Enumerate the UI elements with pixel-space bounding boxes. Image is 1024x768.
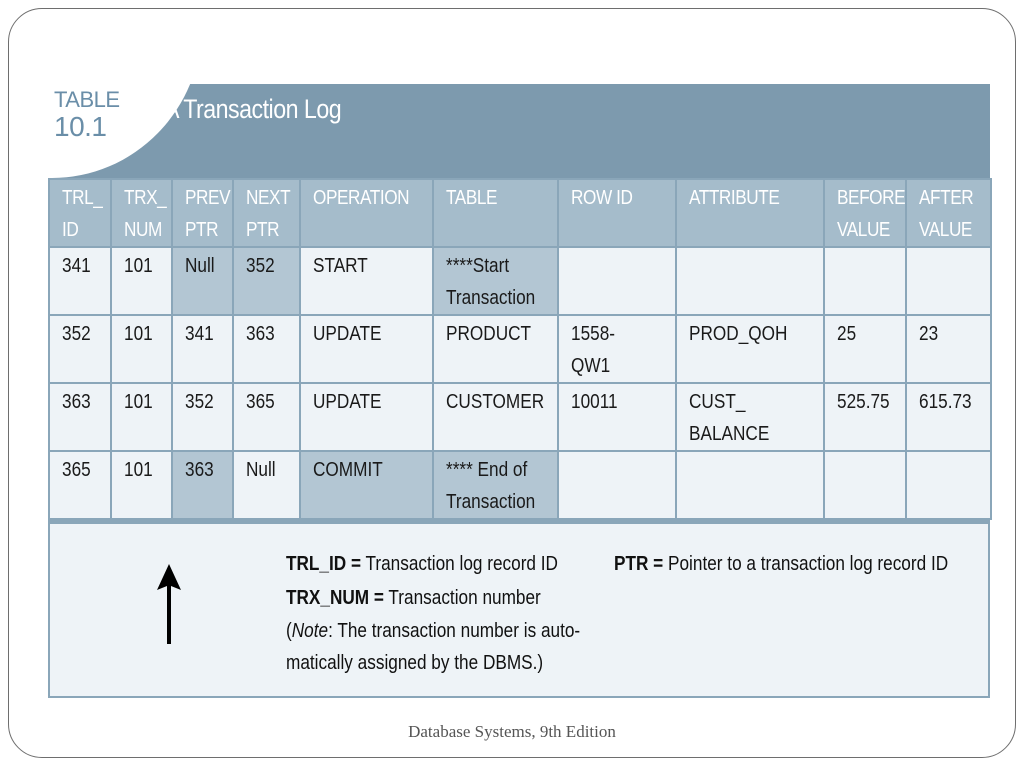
note-trx-key: TRX_NUM = — [286, 587, 384, 609]
table-body — [49, 247, 991, 519]
note-trl-id — [286, 548, 558, 580]
column-header-label: TRX_ NUM — [124, 187, 167, 241]
table-cell-value: Null — [246, 459, 276, 481]
table-row — [49, 247, 991, 315]
column-header — [111, 179, 172, 247]
table-cell-value: 23 — [919, 323, 939, 345]
table-cell — [49, 247, 111, 315]
table-cell-value: 365 — [246, 391, 275, 413]
table-cell — [300, 247, 433, 315]
table-cell-value: START — [313, 255, 368, 277]
column-header-label: ROW ID — [571, 187, 633, 209]
table-cell — [558, 315, 676, 383]
table-cell — [233, 247, 300, 315]
table-cell-value: ****Start Transaction — [446, 255, 536, 309]
table-cell — [676, 247, 824, 315]
table-row — [49, 315, 991, 383]
table-cell — [300, 451, 433, 519]
transaction-log-figure — [48, 84, 990, 698]
table-cell — [300, 315, 433, 383]
table-cell-value: UPDATE — [313, 391, 382, 413]
table-cell — [433, 247, 558, 315]
table-cell — [906, 315, 991, 383]
table-cell — [433, 315, 558, 383]
table-cell-value: 341 — [62, 255, 91, 277]
table-cell-value: 25 — [837, 323, 857, 345]
table-cell — [172, 451, 233, 519]
table-cell — [233, 451, 300, 519]
table-cell — [558, 247, 676, 315]
table-cell — [906, 383, 991, 451]
table-cell — [558, 383, 676, 451]
table-cell — [824, 247, 906, 315]
note-text-2: matically assigned by the DBMS.) — [286, 652, 544, 674]
table-cell — [906, 451, 991, 519]
table-cell — [233, 383, 300, 451]
column-header — [676, 179, 824, 247]
footer-caption: Database Systems, 9th Edition — [408, 722, 616, 741]
table-cell — [111, 383, 172, 451]
table-number: 10.1 — [54, 111, 107, 142]
table-cell-value: Null — [185, 255, 215, 277]
table-cell — [824, 383, 906, 451]
column-header — [300, 179, 433, 247]
table-cell-value: 1558-QW1 — [571, 323, 615, 377]
column-header — [233, 179, 300, 247]
figure-header — [48, 84, 990, 178]
table-cell — [433, 451, 558, 519]
table-cell-value: 101 — [124, 391, 153, 413]
table-cell-value: PROD_QOH — [689, 323, 788, 345]
note-trx-num — [286, 582, 541, 614]
legend-notes — [48, 520, 990, 698]
table-cell — [906, 247, 991, 315]
table-cell — [676, 451, 824, 519]
table-cell-value: PRODUCT — [446, 323, 532, 345]
column-header-label: ATTRIBUTE — [689, 187, 780, 209]
note-ptr — [614, 548, 948, 580]
transaction-log-table — [48, 178, 992, 520]
table-cell-value: CUSTOMER — [446, 391, 545, 413]
table-label-text: TABLE — [54, 87, 120, 112]
table-cell-value: 363 — [185, 459, 214, 481]
table-cell-value: 352 — [246, 255, 275, 277]
table-cell-value: 365 — [62, 459, 91, 481]
column-header — [824, 179, 906, 247]
table-cell-value: **** End of Transaction — [446, 459, 536, 513]
table-cell — [824, 451, 906, 519]
table-cell-value: COMMIT — [313, 459, 383, 481]
note-auto-assigned — [286, 615, 580, 647]
table-cell — [676, 315, 824, 383]
note-ptr-text: Pointer to a transaction log record ID — [668, 553, 949, 575]
table-cell — [49, 383, 111, 451]
column-header-label: TRL_ ID — [62, 187, 103, 241]
table-cell — [172, 315, 233, 383]
column-header-label: NEXT PTR — [246, 187, 290, 241]
note-auto-assigned-2 — [286, 647, 543, 679]
up-arrow-icon — [154, 564, 184, 644]
figure-title: A Transaction Log — [164, 94, 342, 124]
table-cell-value: 101 — [124, 323, 153, 345]
table-cell-value: 341 — [185, 323, 214, 345]
table-cell-value: 363 — [62, 391, 91, 413]
note-trx-text: Transaction number — [388, 587, 541, 609]
table-row — [49, 451, 991, 519]
note-ptr-key: PTR = — [614, 553, 664, 575]
table-cell — [824, 315, 906, 383]
table-cell — [300, 383, 433, 451]
note-trl-text: Transaction log record ID — [365, 553, 558, 575]
column-header-label: PREV PTR — [185, 187, 231, 241]
table-cell-value: 352 — [62, 323, 91, 345]
table-cell — [558, 451, 676, 519]
table-cell — [111, 451, 172, 519]
table-cell — [172, 247, 233, 315]
table-cell — [49, 315, 111, 383]
column-header — [172, 179, 233, 247]
table-cell-value: 10011 — [571, 391, 618, 413]
column-header — [433, 179, 558, 247]
note-trl-key: TRL_ID = — [286, 553, 362, 575]
table-cell — [676, 383, 824, 451]
table-cell-value: 101 — [124, 255, 153, 277]
table-number-label — [54, 88, 120, 142]
table-cell-value: 352 — [185, 391, 214, 413]
column-header — [906, 179, 991, 247]
table-cell — [111, 247, 172, 315]
table-cell-value: UPDATE — [313, 323, 382, 345]
column-header — [558, 179, 676, 247]
table-cell-value: 525.75 — [837, 391, 890, 413]
table-cell-value: 101 — [124, 459, 153, 481]
note-text: : The transaction number is auto- — [328, 620, 581, 642]
table-cell-value: CUST_ BALANCE — [689, 391, 770, 445]
table-cell-value: 363 — [246, 323, 275, 345]
column-header — [49, 179, 111, 247]
table-cell — [172, 383, 233, 451]
table-cell — [111, 315, 172, 383]
table-row — [49, 383, 991, 451]
table-header-row — [49, 179, 991, 247]
column-header-label: BEFORE VALUE — [837, 187, 906, 241]
table-cell — [233, 315, 300, 383]
column-header-label: AFTER VALUE — [919, 187, 974, 241]
table-cell — [49, 451, 111, 519]
note-label: Note — [291, 620, 329, 642]
table-cell-value: 615.73 — [919, 391, 972, 413]
note-open-paren: ( — [286, 620, 292, 642]
table-cell — [433, 383, 558, 451]
column-header-label: OPERATION — [313, 187, 410, 209]
column-header-label: TABLE — [446, 187, 498, 209]
